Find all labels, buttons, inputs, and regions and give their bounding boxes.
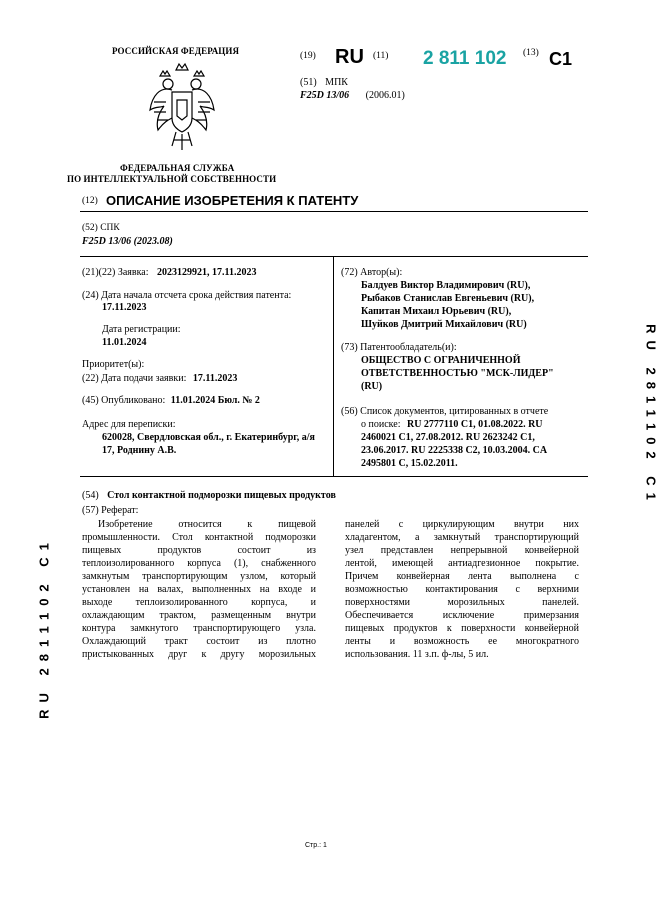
abstract-line: пищевых продуктов состоит из: [82, 545, 316, 556]
agency-name-line1: ФЕДЕРАЛЬНАЯ СЛУЖБА: [120, 163, 235, 173]
invention-title: Стол контактной подморозки пищевых продуктов: [107, 490, 336, 501]
biblio-bottom-divider: [80, 476, 588, 477]
published-label: (45) Опубликовано:: [82, 395, 166, 406]
biblio-top-divider: [80, 256, 588, 257]
abstract-line: использования. 11 з.п. ф-лы, 5 ил.: [345, 649, 489, 660]
abstract-line: Обеспечивается исключение примерзания: [345, 610, 579, 621]
side-number-left: RU 2811102 C1: [36, 536, 52, 719]
country-name: РОССИЙСКАЯ ФЕДЕРАЦИЯ: [112, 46, 240, 56]
published-value: 11.01.2024 Бюл. № 2: [170, 395, 260, 406]
abstract-line: выходе теплоизолированного корпуса, и: [82, 597, 316, 608]
side-number-right: RU 2811102 C1: [643, 324, 659, 507]
abstract-line: контура замкнутого транспортирующего узла.: [82, 623, 316, 634]
registration-label: Дата регистрации:: [102, 324, 181, 335]
mpk-label: МПК: [325, 77, 348, 88]
abstract-column-2: [345, 518, 579, 661]
title-code: (12): [82, 196, 98, 206]
agency-name-line2: ПО ИНТЕЛЛЕКТУАЛЬНОЙ СОБСТВЕННОСТИ: [67, 174, 277, 184]
authors-label: (72) Автор(ы):: [341, 267, 403, 278]
application-value: 2023129921, 17.11.2023: [157, 267, 257, 278]
address-label: Адрес для переписки:: [82, 419, 176, 430]
author-3: Капитан Михаил Юрьевич (RU),: [361, 306, 512, 317]
abstract-code: (57) Реферат:: [82, 505, 139, 516]
abstract-line: поверхностями морозильных панелей.: [345, 597, 579, 608]
abstract-line: панелей с циркулирующим внутри них: [345, 519, 579, 530]
patent-kind: C1: [549, 49, 573, 69]
term-start-value: 17.11.2023: [102, 302, 147, 313]
cited-line-1: RU 2777110 C1, 01.08.2022. RU: [406, 419, 543, 430]
abstract-line: теплоизолированного корпуса (1), снабженного: [82, 558, 316, 569]
document-title: ОПИСАНИЕ ИЗОБРЕТЕНИЯ К ПАТЕНТУ: [106, 193, 359, 208]
owner-line-2: ОТВЕТСТВЕННОСТЬЮ "МСК-ЛИДЕР": [361, 368, 554, 379]
biblio-column-divider: [333, 256, 334, 476]
abstract-line: Причем конвейерная лента выполнена с: [345, 571, 579, 582]
patent-number: 2 811 102: [423, 48, 507, 69]
abstract-line: замкнутым транспортирующим узлом, который: [82, 571, 316, 582]
owner-line-1: ОБЩЕСТВО С ОГРАНИЧЕННОЙ: [361, 355, 521, 366]
priority-label: Приоритет(ы):: [82, 359, 145, 370]
abstract-line: установлен на валах, выполненных на входе и: [82, 584, 316, 595]
owner-line-3: (RU): [361, 381, 383, 392]
abstract-line: узел представлен непрерывной конвейерной: [345, 545, 579, 556]
title54-code: (54): [82, 490, 99, 501]
mpk-year: (2006.01): [365, 90, 405, 101]
abstract-column-1: [82, 518, 316, 661]
abstract-line: лентой, имеющей антиадгезионное покрытие.: [345, 558, 579, 569]
cited-line-3: 23.06.2017. RU 2225338 C2, 10.03.2004. CA: [361, 445, 548, 456]
owner-label: (73) Патентообладатель(и):: [341, 342, 457, 353]
abstract-line: возможностью контактирования с верхними: [345, 584, 579, 595]
spk-code: (52) СПК: [82, 223, 120, 233]
abstract-line: пищевых продуктов к поверхности конвейерной: [345, 623, 579, 634]
abstract-line: промышленности. Стол контактной подморозки: [82, 532, 316, 543]
abstract-line: ленты и возможность ее многократного: [345, 636, 579, 647]
abstract-line: хладагентом, а замкнутый транспортирующий: [345, 532, 579, 543]
coat-of-arms-emblem: [146, 62, 218, 154]
mpk-class: F25D 13/06: [300, 90, 350, 101]
page-number: Стр.: 1: [305, 842, 327, 849]
author-1: Балдуев Виктор Владимирович (RU),: [361, 280, 531, 291]
spk-value: F25D 13/06 (2023.08): [82, 236, 173, 247]
code-13: (13): [523, 48, 539, 58]
code-11: (11): [373, 51, 389, 61]
title-divider: [80, 211, 588, 212]
registration-value: 11.01.2024: [102, 337, 147, 348]
cited-prefix: о поиске:: [361, 419, 401, 430]
mpk-code: (51): [300, 77, 317, 88]
priority-line-label: (22) Дата подачи заявки:: [82, 373, 187, 384]
author-4: Шуйков Дмитрий Михайлович (RU): [361, 319, 527, 330]
priority-value: 17.11.2023: [192, 373, 238, 384]
term-start-label: (24) Дата начала отсчета срока действия патента:: [82, 290, 292, 301]
country-code: RU: [335, 46, 364, 68]
abstract-line: Охлаждающий тракт состоит из плотно: [82, 636, 316, 647]
abstract-line: пристыкованных друг к другу морозильных: [82, 649, 316, 660]
author-2: Рыбаков Станислав Евгеньевич (RU),: [361, 293, 535, 304]
abstract-line: Изобретение относится к пищевой: [98, 519, 316, 530]
cited-line-4: 2495801 C, 15.02.2011.: [361, 458, 458, 469]
abstract-line: охлаждающим трактом, размещенным внутри: [82, 610, 316, 621]
cited-line-2: 2460021 C1, 27.08.2012. RU 2623242 C1,: [361, 432, 535, 443]
cited-label: (56) Список документов, цитированных в отчете: [341, 406, 549, 417]
code-19: (19): [300, 51, 316, 61]
address-line1: 620028, Свердловская обл., г. Екатеринбург, а/я: [102, 432, 315, 443]
address-line2: 17, Роднину А.В.: [102, 445, 177, 456]
application-label: (21)(22) Заявка:: [82, 267, 149, 278]
